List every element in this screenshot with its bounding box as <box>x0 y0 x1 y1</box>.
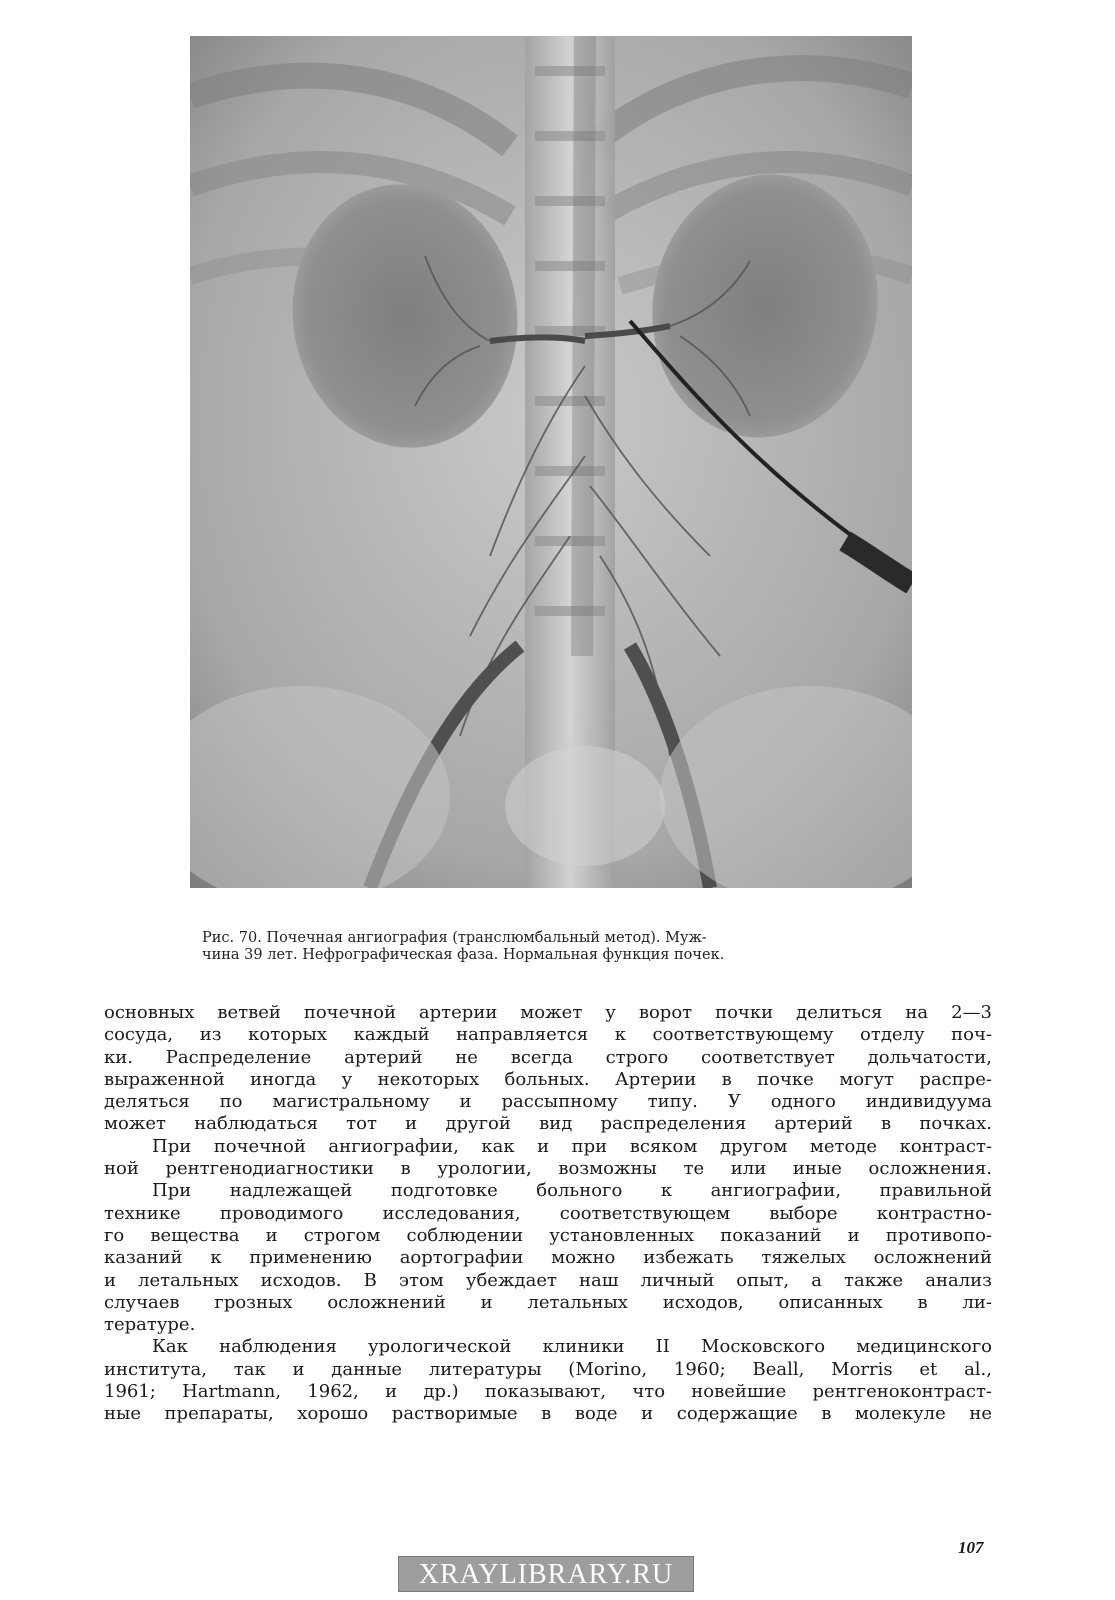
paragraph-line: При надлежащей подготовке больного к ангиографии, правильной <box>152 1180 992 1202</box>
paragraph-line: основных ветвей почечной артерии может у ворот почки делиться на 2—3 <box>104 1002 992 1023</box>
paragraph-line: тературе. <box>104 1314 196 1336</box>
caption-line: Рис. 70. Почечная ангиография (транслюмбальный метод). Муж- <box>202 930 707 946</box>
xray-image <box>190 36 912 888</box>
paragraph-line: института, так и данные литературы (Morino, 1960; Beall, Morris et al., <box>104 1358 992 1380</box>
paragraph-line: ки. Распределение артерий не всегда строго соответствует дольчатости, <box>104 1046 992 1068</box>
paragraph-line: го вещества и строгом соблюдении установленных показаний и противопо- <box>104 1224 992 1246</box>
paragraph-line: Как наблюдения урологической клиники II Московского медицинского <box>152 1336 992 1358</box>
watermark: XRAYLIBRARY.RU <box>398 1556 694 1592</box>
paragraph-line: 1961; Hartmann, 1962, и др.) показывают, что новейшие рентгеноконтраст- <box>104 1381 992 1403</box>
paragraph-line: деляться по магистральному и рассыпному типу. У одного индивидуума <box>104 1091 992 1113</box>
paragraph-line: технике проводимого исследования, соответствующем выборе контрастно- <box>104 1202 992 1224</box>
body-text <box>104 1002 992 1426</box>
paragraph-line: выраженной иногда у некоторых больных. Артерии в почке могут распре- <box>104 1068 992 1090</box>
paragraph-line: случаев грозных осложнений и летальных исходов, описанных в ли- <box>104 1291 992 1313</box>
paragraph-line: сосуда, из которых каждый направляется к соответствующему отделу поч- <box>104 1024 992 1046</box>
paragraph-line: может наблюдаться тот и другой вид распределения артерий в почках. <box>104 1113 992 1135</box>
caption-line: чина 39 лет. Нефрографическая фаза. Нормальная функция почек. <box>202 947 725 963</box>
paragraph-line: казаний к применению аортографии можно избежать тяжелых осложнений <box>104 1247 992 1269</box>
paragraph-line: При почечной ангиографии, как и при всяком другом методе контраст- <box>152 1135 992 1157</box>
paragraph-line: ной рентгенодиагностики в урологии, возможны те или иные осложнения. <box>104 1158 992 1180</box>
page-number: 107 <box>958 1538 984 1557</box>
paragraph-line: ные препараты, хорошо растворимые в воде и содержащие в молекуле не <box>104 1403 992 1425</box>
paragraph-line: и летальных исходов. В этом убеждает наш личный опыт, а также анализ <box>104 1269 992 1291</box>
angiography-figure <box>190 36 912 888</box>
figure-caption <box>202 930 914 964</box>
